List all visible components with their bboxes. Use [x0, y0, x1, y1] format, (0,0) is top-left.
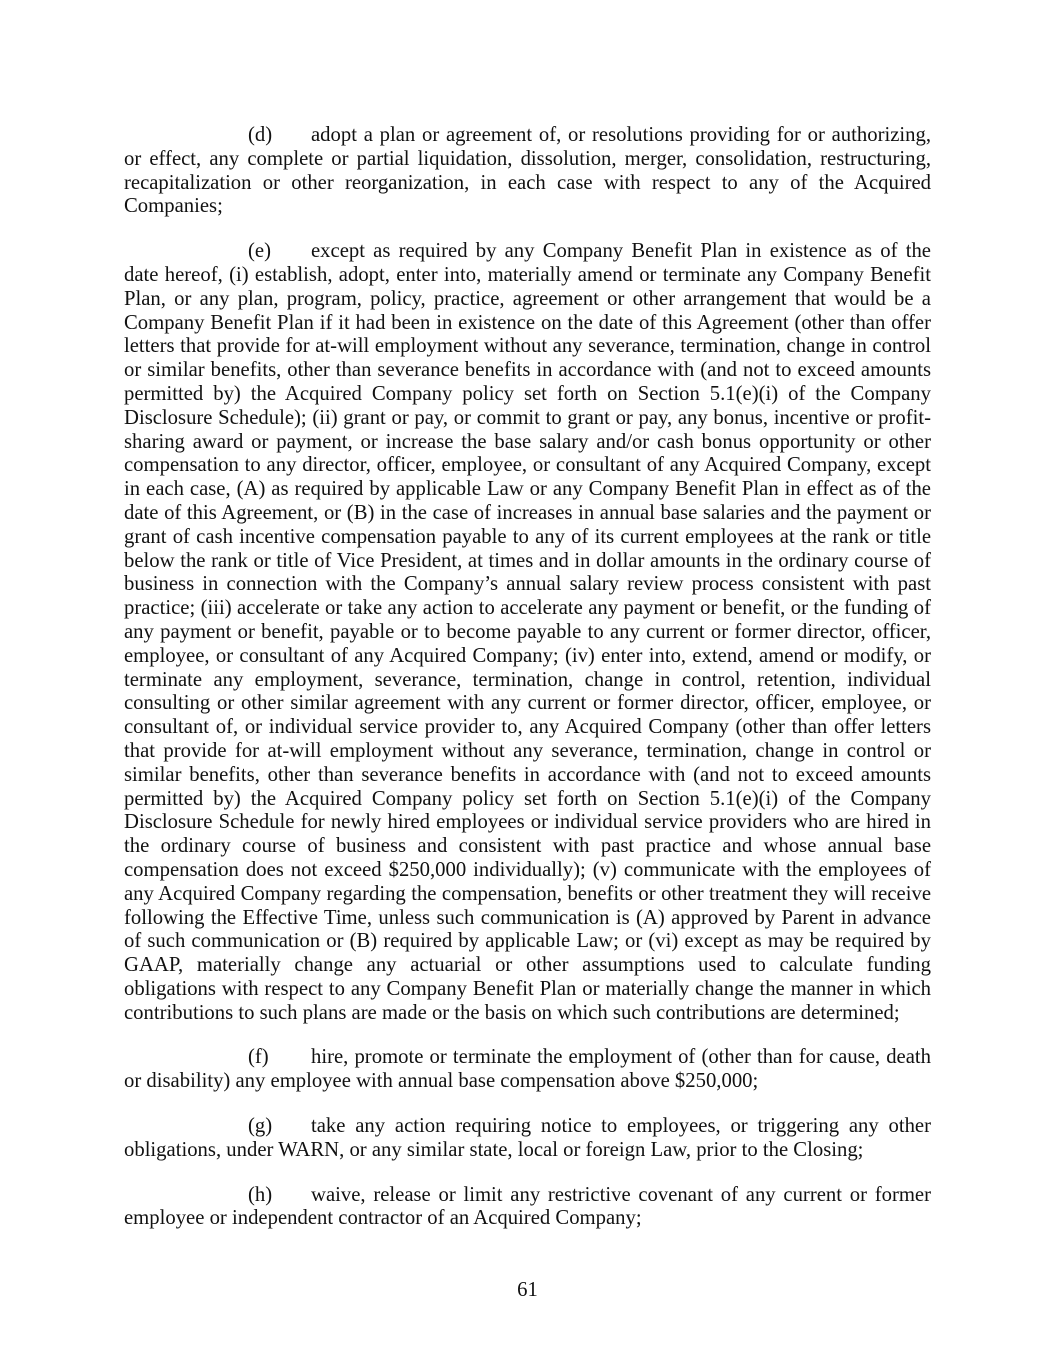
clause-text: hire, promote or terminate the employment of (other than for cause, death or disability) any employee with annual base compensation above $250,000;	[124, 1046, 931, 1093]
clause-d	[124, 124, 931, 219]
clause-text: take any action requiring notice to employees, or triggering any other obligations, under WARN, or any similar state, local or foreign Law, prior to the Closing;	[124, 1115, 931, 1161]
clause-label: (f)	[248, 1046, 269, 1069]
clause-label: (e)	[248, 240, 271, 263]
clause-text: except as required by any Company Benefit Plan in existence as of the date hereof, (i) establish, adopt, enter into, materially amend or terminate any Company Benefit Plan, or any plan, program, policy, practice, agreement or other arrangement that would be a Company Benefit Plan if it had been in existence on the date of this Agreement (other than offer letters that provide for at-will employment without any severance, termination, change in control or similar benefits, other than severance benefits in accordance with (and not to exceed amounts permitted by) the Acquired Company policy set forth on Section 5.1(e)(i) of the Company Disclosure Schedule); (ii) grant or pay, or commit to grant or pay, any bonus, incentive or profit-sharing award or payment, or increase the base salary and/or cash bonus opportunity or other compensation to any director, officer, employee, or consultant of any Acquired Company, except in each case, (A) as required by applicable Law or any Company Benefit Plan in effect as of the date of this Agreement, or (B) in the case of increases in annual base salaries and the payment or grant of cash incentive compensation payable to any of its current employees at the rank or title below the rank or title of Vice President, at times and in dollar amounts in the ordinary course of business in connection with the Company’s annual salary review process consistent with past practice; (iii) accelerate or take any action to accelerate any payment or benefit, or the funding of any payment or benefit, payable or to become payable to any current or former director, officer, employee, or consultant of any Acquired Company; (iv) enter into, extend, amend or modify, or terminate any employment, severance, termination, change in control, retention, individual consulting or other similar agreement with any current or former director, officer, employee, or consultant of, or individual service provider to, any Acquired Company (other than offer letters that provide for at-will employment without any severance, termination, change in control or similar benefits, other than severance benefits in accordance with (and not to exceed amounts permitted by) the Acquired Company policy set forth on Section 5.1(e)(i) of the Company Disclosure Schedule for newly hired employees or individual service providers who are hired in the ordinary course of business and consistent with past practice and whose annual base compensation does not exceed $250,000 individually); (v) communicate with the employees of any Acquired Company regarding the compensation, benefits or other treatment they will receive following the Effective Time, unless such communication is (A) approved by Parent in advance of such communication or (B) required by applicable Law; or (vi) except as may be required by GAAP, materially change any actuarial or other assumptions used to calculate funding obligations with respect to any Company Benefit Plan or materially change the manner in which contributions to such plans are made or the basis on which such contributions are determined;	[124, 240, 931, 1024]
page-number: 61	[517, 1279, 538, 1301]
clause-f	[124, 1046, 931, 1094]
clause-label: (h)	[248, 1183, 273, 1206]
clause-g	[124, 1115, 931, 1163]
clause-h	[124, 1184, 931, 1232]
clause-text: waive, release or limit any restrictive covenant of any current or former employee or independent contractor of an Acquired Company;	[124, 1183, 931, 1230]
clause-label: (d)	[248, 124, 273, 146]
clause-text: adopt a plan or agreement of, or resolutions providing for or authorizing, or effect, any complete or partial liquidation, dissolution, merger, consolidation, restructuring, recapitalization or other reorganization, in each case with respect to any of the Acquired Companies;	[124, 124, 931, 218]
clause-e	[124, 240, 931, 1025]
document-body	[124, 124, 931, 1252]
clause-label: (g)	[248, 1115, 273, 1138]
